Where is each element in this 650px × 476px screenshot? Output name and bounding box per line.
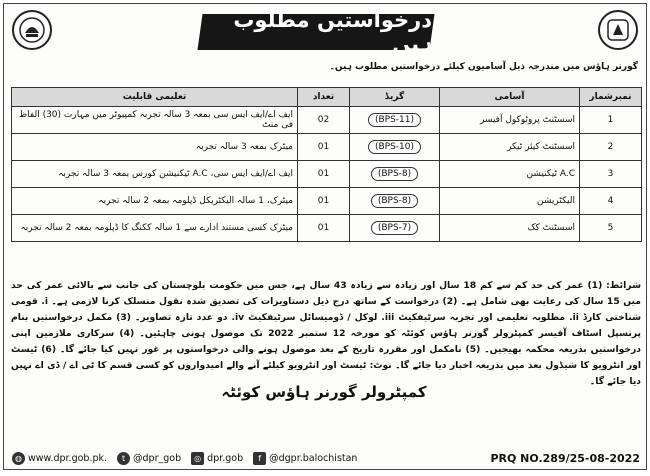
header-qualification: تعلیمی قابلیت <box>12 88 298 107</box>
row-quantity: 01 <box>298 188 350 215</box>
row-quantity: 02 <box>298 107 350 134</box>
website-text: www.dpr.gob.pk. <box>28 452 108 464</box>
table-row <box>12 188 642 215</box>
terms-and-conditions: شرائط: (1) عمر کی حد کم سے کم 18 سال اور زیادہ سے زیادہ 43 سال ہے، جس میں حکومت بلوچستان کی جانب سے بالائی عمر کی حد میں 15 سال کی رعایت بھی شامل ہے۔ (2) درخواست کے ساتھ درج ذیل دستاویزات کی تصدیق شدہ نقول منسلک کرنا لازمی ہے۔ i. قومی شناختی کارڈ ii. مطلوبہ تعلیمی اور تجربہ سرٹیفکیٹ iii. لوکل / ڈومیسائل سرٹیفکیٹ iv. دو عدد تازہ تصاویر۔ (3) مکمل درخواستیں بنام پرنسپل اسٹاف آفیسر کمپٹرولر گورنر ہاؤس کوئٹہ کو مورخہ 12 ستمبر 2022 تک موصول ہونی چاہئیں۔ (4) سرکاری ملازمین اپنی درخواستیں بذریعہ محکمہ بھیجیں۔ (5) نامکمل اور مقررہ تاریخ کے بعد موصول ہونے والی درخواستوں پر غور نہیں کیا جائے گا۔ (6) ٹیسٹ اور انٹرویو کا شیڈول بعد میں بذریعہ اخبار دیا جائے گا۔ نوٹ: ٹیسٹ اور انٹرویو کیلئے آنے والے امیدواروں کو کسی قسم کا ٹی اے / ڈی اے نہیں دیا جائے گا۔ <box>11 280 641 387</box>
row-qualification: میٹرک، 1 سالہ الیکٹریکل ڈپلومہ بمعہ 2 سالہ تجربہ <box>12 188 298 215</box>
table-row <box>12 161 642 188</box>
row-grade-cell <box>350 161 440 188</box>
row-grade-cell <box>350 215 440 242</box>
row-post: اسسٹنٹ کک <box>440 215 580 242</box>
row-grade-cell <box>350 134 440 161</box>
table-row <box>12 134 642 161</box>
row-grade: (BPS-10) <box>368 140 421 154</box>
row-post: اسسٹنٹ کیئر ٹیکر <box>440 134 580 161</box>
table-row <box>12 107 642 134</box>
issuing-authority: کمپٹرولر گورنر ہاؤس کوئٹہ <box>221 383 427 401</box>
facebook-icon: f <box>253 452 266 465</box>
twitter-handle: @dpr_gob <box>133 452 182 464</box>
row-serial: 2 <box>580 134 642 161</box>
row-quantity: 01 <box>298 215 350 242</box>
governor-house-emblem-icon <box>598 10 638 50</box>
row-serial: 1 <box>580 107 642 134</box>
prq-number: PRQ NO.289/25-08-2022 <box>490 451 640 465</box>
row-qualification: میٹرک بمعہ 3 سالہ تجربہ <box>12 134 298 161</box>
vacancies-table <box>11 87 642 242</box>
row-post: A.C ٹیکنیشن <box>440 161 580 188</box>
row-serial: 5 <box>580 215 642 242</box>
table-row <box>12 215 642 242</box>
row-quantity: 01 <box>298 134 350 161</box>
row-grade-cell <box>350 188 440 215</box>
row-grade: (BPS-8) <box>371 194 418 208</box>
instagram-link[interactable] <box>191 452 243 465</box>
emblem-graphic <box>17 15 47 45</box>
row-post: اسسٹنٹ پروٹوکول آفیسر <box>440 107 580 134</box>
row-post: الیکٹریشن <box>440 188 580 215</box>
row-serial: 4 <box>580 188 642 215</box>
row-qualification: ایف اے/ایف ایس سی بمعہ 3 سالہ تجربہ کمپیوٹر میں مہارت (30) الفاظ فی منٹ <box>12 107 298 134</box>
header-grade: گریڈ <box>350 88 440 107</box>
row-grade: (BPS-11) <box>368 113 421 127</box>
intro-text: گورنر ہاؤس میں مندرجہ ذیل آسامیوں کیلئے درخواستیں مطلوب ہیں۔ <box>329 62 638 72</box>
row-grade: (BPS-7) <box>371 221 418 235</box>
facebook-link[interactable] <box>253 452 357 465</box>
globe-icon: ◍ <box>12 452 25 465</box>
website-link[interactable] <box>12 452 107 465</box>
emblem-graphic <box>603 15 633 45</box>
social-links <box>12 452 367 465</box>
table-header-row <box>12 88 642 107</box>
twitter-icon: t <box>117 452 130 465</box>
header-post: آسامی <box>440 88 580 107</box>
footer-bar <box>4 447 646 469</box>
header-serial: نمبرشمار <box>580 88 642 107</box>
row-quantity: 01 <box>298 161 350 188</box>
row-grade-cell <box>350 107 440 134</box>
instagram-handle: dpr.gob <box>207 452 244 464</box>
row-qualification: ایف اے/ایف ایس سی، A.C ٹیکنیشن کورس بمعہ 3 سالہ تجربہ <box>12 161 298 188</box>
facebook-handle: @dgpr.balochistan <box>269 452 358 464</box>
header-quantity: تعداد <box>298 88 350 107</box>
balochistan-emblem-icon <box>12 10 52 50</box>
row-grade: (BPS-8) <box>371 167 418 181</box>
row-serial: 3 <box>580 161 642 188</box>
advertisement-page <box>3 3 647 470</box>
twitter-link[interactable] <box>117 452 181 465</box>
row-qualification: میٹرک کسی مستند ادارے سے 1 سالہ ککنگ کا ڈپلومہ بمعہ 2 سالہ تجربہ <box>12 215 298 242</box>
page-title: درخواستیں مطلوب ہیں <box>233 8 432 56</box>
instagram-icon: ◎ <box>191 452 204 465</box>
page-title-banner <box>197 8 434 56</box>
